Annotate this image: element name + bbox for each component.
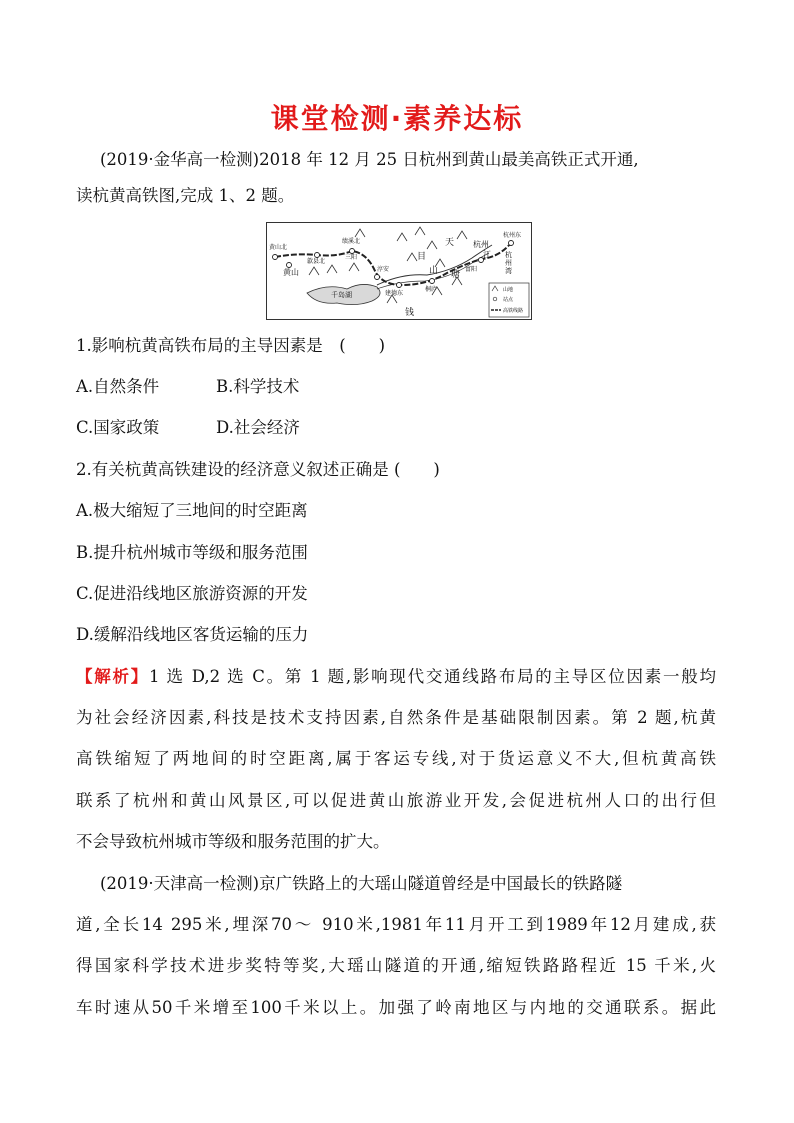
q1-option-a: A.自然条件 (76, 377, 160, 396)
station-icon (430, 279, 435, 284)
station-icon (397, 283, 402, 288)
label-hangzhoudong: 杭州东 (503, 232, 522, 239)
analysis-tag: 【解析】 (76, 667, 149, 686)
q1-option-d: D.社会经济 (216, 418, 300, 437)
mountain-icon (407, 253, 417, 261)
river-shape (377, 245, 492, 285)
label-huangshanbei: 黄山北 (269, 244, 288, 251)
station-icon (375, 275, 380, 280)
mountain-icon (355, 229, 365, 237)
analysis-line4: 联系了杭州和黄山风景区,可以促进黄山旅游业开发,会促进杭州人口的出行但 (76, 791, 716, 810)
analysis-line1 (76, 667, 716, 687)
mountain-icon (457, 231, 467, 239)
q2-option-d: D.缓解沿线地区客货运输的压力 (76, 625, 309, 644)
label-qiandaohu: 千岛湖 (331, 291, 352, 299)
page-title: 课堂检测·素养达标 (270, 102, 524, 135)
map-legend (489, 283, 529, 317)
label-tian: 天 (445, 238, 455, 248)
mountain-icon (309, 267, 319, 275)
intro2-line2: 道,全长14 295米,埋深70～ 910米,1981年11月开工到1989年12月建成,获 (76, 915, 716, 934)
intro2-line4: 车时速从50千米增至100千米以上。加强了岭南地区与内地的交通联系。据此 (76, 998, 716, 1017)
q2-option-b: B.提升杭州城市等级和服务范围 (76, 543, 308, 562)
mountain-icon (397, 233, 407, 241)
hangzhou-huangshan-railway-map (266, 222, 532, 320)
station-icon (509, 241, 514, 246)
legend-station-icon (493, 297, 497, 301)
intro1-line2: 读杭黄高铁图,完成 1、2 题。 (76, 186, 295, 205)
legend-mountain-label: 山地 (503, 287, 514, 293)
q2-stem: 2.有关杭黄高铁建设的经济意义叙述正确是 ( ) (76, 460, 440, 479)
q1-stem: 1.影响杭黄高铁布局的主导因素是 ( ) (76, 336, 386, 355)
analysis-line5: 不会导致杭州城市等级和服务范围的扩大。 (76, 832, 390, 851)
q2-option-c: C.促进沿线地区旅游资源的开发 (76, 584, 308, 603)
label-shexian: 歙县北 (307, 258, 326, 265)
q2-option-a: A.极大缩短了三地间的时空距离 (76, 501, 308, 520)
label-jixi: 绩溪北 (342, 238, 361, 245)
mountain-icon (427, 241, 437, 249)
label-chunan: 淳安 (377, 266, 390, 273)
intro1-line1: (2019·金华高一检测)2018 年 12 月 25 日杭州到黄山最美高铁正式开通, (100, 150, 639, 169)
label-hang: 杭 (505, 251, 512, 259)
label-fuyang: 富阳 (465, 266, 478, 273)
station-icon (350, 249, 355, 254)
station-icon (273, 255, 278, 260)
label-huangshan: 黄山 (283, 268, 299, 277)
station-icon (315, 253, 320, 258)
label-zhou: 州 (505, 259, 512, 267)
label-wan: 湾 (505, 267, 512, 275)
label-sanyang: 三阳 (345, 254, 358, 261)
label-shan: 山 (429, 266, 439, 276)
legend-station-label: 站点 (503, 297, 514, 303)
mountain-icon (349, 263, 359, 271)
label-tang: 塘 (451, 270, 461, 280)
label-qian: 钱 (405, 308, 415, 318)
analysis-line3: 高铁缩短了两地间的时空距离,属于客运专线,对于货运意义不大,但杭黄高铁 (76, 749, 716, 768)
legend-rail-label: 高铁线路 (503, 308, 524, 314)
station-icon (287, 263, 292, 268)
mountain-icon (327, 265, 337, 273)
intro2-line1: (2019·天津高一检测)京广铁路上的大瑶山隧道曾经是中国最长的铁路隧 (100, 874, 623, 893)
label-jiande: 建德东 (385, 290, 404, 297)
intro2-line3: 得国家科学技术进步奖特等奖,大瑶山隧道的开通,缩短铁路路程近 15 千米,火 (76, 956, 716, 975)
label-hangzhou: 杭州 (473, 240, 489, 249)
q1-option-b: B.科学技术 (216, 377, 300, 396)
label-tonglu: 桐庐 (425, 286, 438, 293)
label-mu: 目 (417, 252, 427, 262)
q1-option-c: C.国家政策 (76, 418, 160, 437)
label-jiang: 江 (483, 250, 491, 259)
analysis-line1-text: 1 选 D,2 选 C。第 1 题,影响现代交通线路布局的主导区位因素一般均 (148, 667, 717, 686)
mountain-icon (415, 227, 425, 235)
analysis-line2: 为社会经济因素,科技是技术支持因素,自然条件是基础限制因素。第 2 题,杭黄 (76, 708, 716, 727)
map-svg (267, 223, 531, 319)
